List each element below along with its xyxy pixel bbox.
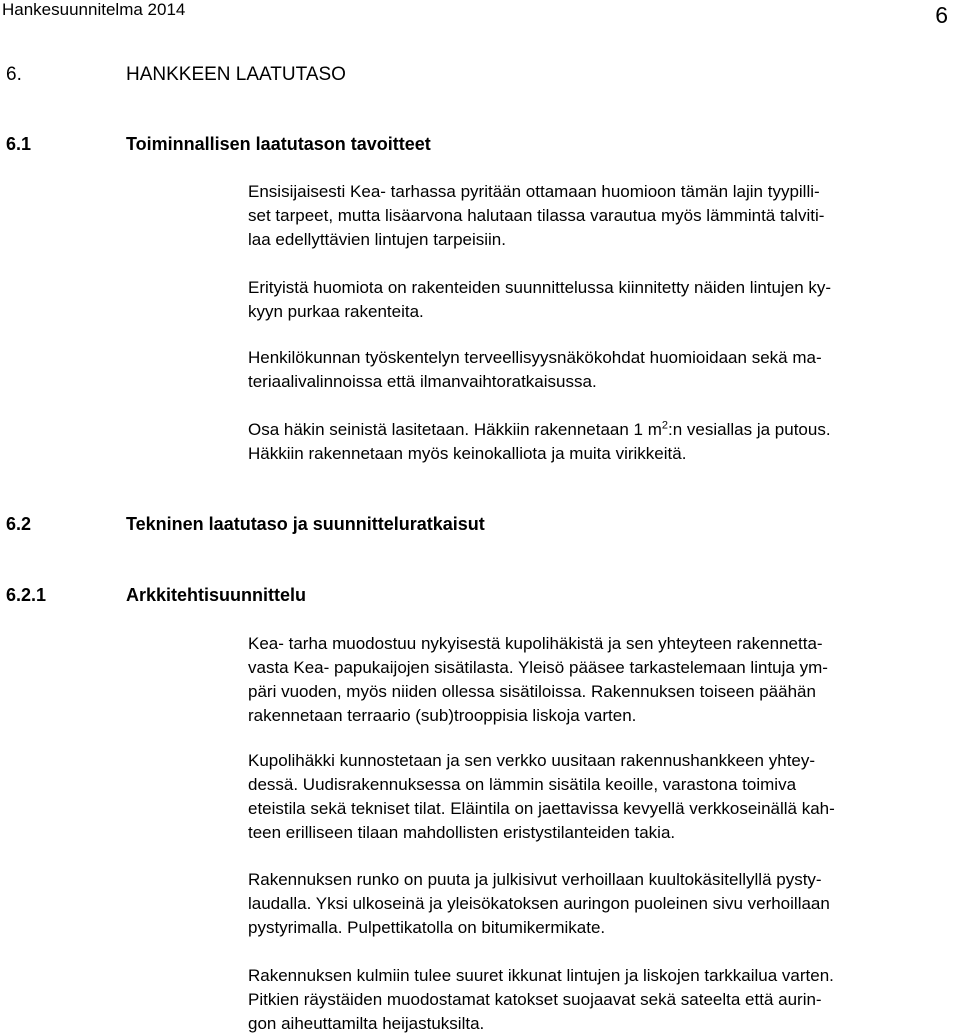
text-line: kyyn purkaa rakenteita.	[248, 302, 424, 321]
text-line: Henkilökunnan työskentelyn terveellisyysnäkökohdat huomioidaan sekä ma-	[248, 348, 822, 367]
section-number: 6.2.1	[6, 585, 47, 605]
section-number: 6.	[6, 64, 22, 85]
section-number: 6.2	[6, 514, 32, 534]
text-line: dessä. Uudisrakennuksessa on lämmin sisätila keoille, varastona toimiva	[248, 775, 797, 794]
text-line: Rakennuksen kulmiin tulee suuret ikkunat lintujen ja liskojen tarkkailua varten.	[248, 966, 834, 985]
paragraph-runko	[248, 868, 960, 940]
paragraph-rakenteet	[248, 276, 960, 324]
section-title: HANKKEEN LAATUTASO	[126, 64, 346, 85]
text-line: Rakennuksen runko on puuta ja julkisivut verhoillaan kuultokäsitellyllä pysty-	[248, 870, 822, 889]
text-line: rakennetaan terraario (sub)trooppisia liskoja varten.	[248, 706, 637, 725]
paragraph-tavoitteet	[248, 180, 960, 252]
section-title: Arkkitehtisuunnittelu	[126, 585, 307, 605]
text-line: set tarpeet, mutta lisäarvona halutaan tilassa varautua myös lämmintä talviti-	[248, 206, 825, 225]
text-line: laa edellyttävien lintujen tarpeisiin.	[248, 230, 506, 249]
text-line: laudalla. Yksi ulkoseinä ja yleisökatoksen auringon puoleinen sivu verhoillaan	[248, 894, 830, 913]
text-segment: :n vesiallas ja putous.	[668, 420, 831, 439]
paragraph-kea-tarha	[248, 632, 960, 728]
text-line: Pitkien räystäiden muodostamat katokset suojaavat sekä sateelta että aurin-	[248, 990, 822, 1009]
page-number: 6	[935, 2, 948, 28]
section-title: Tekninen laatutaso ja suunnitteluratkaisut	[126, 514, 485, 534]
paragraph-henkilokunta	[248, 346, 960, 394]
text-line: Häkkiin rakennetaan myös keinokalliota ja muita virikkeitä.	[248, 444, 687, 463]
text-line: gon aiheuttamilta heijastuksilta.	[248, 1014, 485, 1033]
text-line: teen erilliseen tilaan mahdollisten eristystilanteiden takia.	[248, 823, 676, 842]
text-line	[248, 418, 960, 442]
paragraph-ikkunat	[248, 964, 960, 1036]
text-line: Kea- tarha muodostuu nykyisestä kupolihäkistä ja sen yhteyteen rakennetta-	[248, 634, 823, 653]
paragraph-vesiallas	[248, 418, 960, 466]
text-line: eteistila sekä tekniset tilat. Eläintila on jaettavissa kevyellä verkkoseinällä kah-	[248, 799, 835, 818]
superscript: 2	[661, 419, 669, 432]
text-line: Ensisijaisesti Kea- tarhassa pyritään ottamaan huomioon tämän lajin tyypilli-	[248, 182, 820, 201]
paragraph-kupolihakki	[248, 749, 960, 845]
text-line: pystyrimalla. Pulpettikatolla on bitumikermikate.	[248, 918, 606, 937]
text-line: Erityistä huomiota on rakenteiden suunnittelussa kiinnitetty näiden lintujen ky-	[248, 278, 832, 297]
section-number: 6.1	[6, 134, 32, 154]
text-line: Kupolihäkki kunnostetaan ja sen verkko uusitaan rakennushankkeen yhtey-	[248, 751, 816, 770]
text-line: päri vuoden, myös niiden ollessa sisätiloissa. Rakennuksen toiseen päähän	[248, 682, 816, 701]
text-line: vasta Kea- papukaijojen sisätilasta. Yleisö pääsee tarkastelemaan lintuja ym-	[248, 658, 828, 677]
document-title: Hankesuunnitelma 2014	[2, 0, 186, 19]
text-line: teriaalivalinnoissa että ilmanvaihtoratkaisussa.	[248, 372, 597, 391]
text-segment: Osa häkin seinistä lasitetaan. Häkkiin rakennetaan 1 m	[248, 420, 662, 439]
section-title: Toiminnallisen laatutason tavoitteet	[126, 134, 431, 154]
